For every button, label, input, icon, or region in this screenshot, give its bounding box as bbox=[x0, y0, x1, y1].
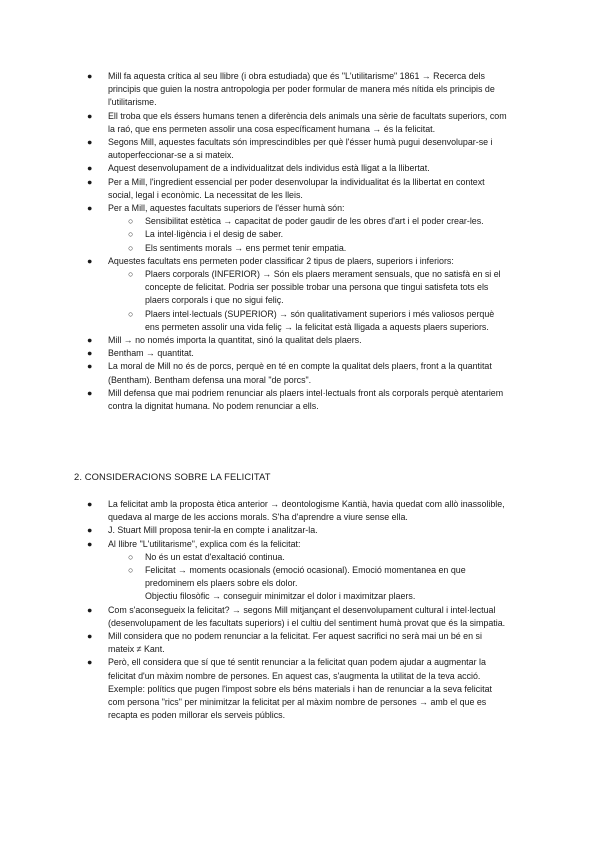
item-text: Els sentiments morals → ens permet tenir empatia. bbox=[145, 242, 347, 253]
filled-bullet-icon: ● bbox=[87, 255, 93, 266]
item-text: Per a Mill, l'ingredient essencial per poder desenvolupar la individualitat és la llibertat en context social, legal i econòmic. La necessitat de les lleis. bbox=[108, 176, 485, 200]
bullet-item bbox=[0, 524, 600, 537]
bullet-item bbox=[0, 538, 600, 551]
item-text: Però, ell considera que sí que té sentit renunciar a la felicitat quan podem ajudar a augmentar la felicitat d'un màxim nombre de persones. En aquest cas, s'augmenta la utilitat de la teva acció. bbox=[108, 657, 486, 681]
item-text: Mill considera que no podem renunciar a la felicitat. Fer aquest sacrifici no serà mai un bé en si mateix ≠ Kant. bbox=[108, 631, 482, 655]
sub-bullet-item bbox=[0, 308, 600, 334]
item-text: Mill fa aquesta crítica al seu llibre (i obra estudiada) que és "L'utilitarisme" 1861 → Recerca dels principis que guien la nostra antropologia per poder formular de manera més nítida els principis de l'utilitarisme. bbox=[108, 71, 495, 108]
section-2-heading: 2. CONSIDERACIONS SOBRE LA FELICITAT bbox=[74, 471, 271, 482]
hollow-bullet-icon: ○ bbox=[128, 216, 134, 227]
filled-bullet-icon: ● bbox=[87, 163, 93, 174]
filled-bullet-icon: ● bbox=[87, 657, 93, 668]
bullet-item bbox=[0, 110, 600, 136]
filled-bullet-icon: ● bbox=[87, 110, 93, 121]
sub-bullet-item bbox=[0, 268, 600, 308]
bullet-item bbox=[0, 347, 600, 360]
item-text: Aquest desenvolupament de a individualitzat dels individus està lligat a la llibertat. bbox=[108, 163, 430, 174]
item-text: Sensibilitat estètica → capacitat de poder gaudir de les obres d'art i el poder crear-les. bbox=[145, 216, 484, 227]
bullet-item bbox=[0, 202, 600, 215]
item-text: La felicitat amb la proposta ètica anterior → deontologisme Kantià, havia quedat com allò inassolible, quedava al marge de les accions morals. S'ha d'aprendre a viure sense ella. bbox=[108, 499, 505, 523]
bullet-item bbox=[0, 498, 600, 524]
item-text: Al llibre "L'utilitarisme", explica com és la felicitat: bbox=[108, 538, 301, 549]
filled-bullet-icon: ● bbox=[87, 203, 93, 214]
sub-bullet-item bbox=[0, 215, 600, 228]
item-text: Segons Mill, aquestes facultats són imprescindibles per què l'ésser humà pugui desenvolupar-se i autoperfeccionar-se a si mateix. bbox=[108, 137, 493, 161]
filled-bullet-icon: ● bbox=[87, 525, 93, 536]
bullet-item bbox=[0, 136, 600, 162]
item-text: Ell troba que els éssers humans tenen a diferència dels animals una sèrie de facultats superiors, com la raó, que ens permeten assolir una cosa específicament humana → és la felicitat. bbox=[108, 110, 507, 134]
hollow-bullet-icon: ○ bbox=[128, 242, 134, 253]
sub-bullet-item bbox=[0, 242, 600, 255]
sub-bullet-item bbox=[0, 228, 600, 241]
filled-bullet-icon: ● bbox=[87, 176, 93, 187]
item-text: Plaers corporals (INFERIOR) → Són els plaers merament sensuals, que no satisfà en si el concepte de felicitat. Podria ser possible trobar una persona que tingui satisfeta tots els plaers corporals i que no sigui feliç. bbox=[145, 269, 501, 306]
item-text: Mill defensa que mai podriem renunciar als plaers intel·lectuals front als corporals perquè atentariem contra la dignitat humana. No podem renunciar a ells. bbox=[108, 387, 504, 412]
item-text: J. Stuart Mill proposa tenir-la en compte i analitzar-la. bbox=[108, 525, 318, 536]
item-extra-text: Exemple: polítics que pugen l'impost sobre els béns materials i han de renunciar a la seva felicitat com persona "rics" per minimitzar la felicitat per al màxim nombre de persones → amb el que es recapta es poden millorar els serveis públics. bbox=[108, 683, 493, 721]
bullet-item bbox=[0, 387, 600, 413]
bullet-item bbox=[0, 70, 600, 110]
filled-bullet-icon: ● bbox=[87, 71, 93, 81]
filled-bullet-icon: ● bbox=[87, 604, 93, 615]
bullet-item bbox=[0, 630, 600, 656]
hollow-bullet-icon: ○ bbox=[128, 269, 134, 280]
bullet-item bbox=[0, 656, 600, 722]
item-text: Com s'aconsegueix la felicitat? → segons Mill mitjançant el desenvolupament cultural i intel·lectual (desenvolupament de les facultats superiors) i el cultiu del sentiment humà provat que és la simpatia. bbox=[108, 604, 506, 628]
item-text: La moral de Mill no és de porcs, perquè en té en compte la qualitat dels plaers, front a la quantitat (Bentham). Bentham defensa una moral "de porcs". bbox=[108, 361, 492, 385]
filled-bullet-icon: ● bbox=[87, 631, 93, 642]
filled-bullet-icon: ● bbox=[87, 499, 93, 509]
filled-bullet-icon: ● bbox=[87, 387, 93, 398]
sub-bullet-item bbox=[0, 551, 600, 564]
item-text: No és un estat d'exaltació continua. bbox=[145, 551, 285, 562]
item-text: Plaers intel·lectuals (SUPERIOR) → són qualitativament superiors i més valiosos perquè ens permeten assolir una vida feliç → la felicitat està lligada a aquests plaers superiors. bbox=[145, 308, 495, 332]
item-text: Felicitat → moments ocasionals (emoció ocasional). Emoció momentanea en que predominem els plaers sobre els dolor. bbox=[145, 565, 466, 589]
bullet-item bbox=[0, 176, 600, 202]
item-text: Per a Mill, aquestes facultats superiors de l'ésser humà són: bbox=[108, 203, 345, 214]
bullet-item bbox=[0, 255, 600, 268]
section-1-list bbox=[0, 70, 600, 413]
filled-bullet-icon: ● bbox=[87, 361, 93, 372]
item-extra-text: Objectiu filosòfic → conseguir minimitzar el dolor i maximitzar plaers. bbox=[145, 591, 416, 602]
filled-bullet-icon: ● bbox=[87, 335, 93, 346]
hollow-bullet-icon: ○ bbox=[128, 308, 134, 319]
bullet-item bbox=[0, 360, 600, 386]
section-2-list bbox=[0, 498, 600, 722]
hollow-bullet-icon: ○ bbox=[128, 565, 134, 576]
sub-bullet-item bbox=[0, 564, 600, 604]
item-text: Mill → no només importa la quantitat, sinó la qualitat dels plaers. bbox=[108, 335, 362, 346]
item-text: Aquestes facultats ens permeten poder classificar 2 tipus de plaers, superiors i inferiors: bbox=[108, 255, 454, 266]
hollow-bullet-icon: ○ bbox=[128, 229, 134, 240]
bullet-item bbox=[0, 334, 600, 347]
filled-bullet-icon: ● bbox=[87, 538, 93, 549]
hollow-bullet-icon: ○ bbox=[128, 551, 134, 562]
bullet-item bbox=[0, 604, 600, 630]
item-text: Bentham → quantitat. bbox=[108, 348, 194, 359]
filled-bullet-icon: ● bbox=[87, 348, 93, 359]
filled-bullet-icon: ● bbox=[87, 137, 93, 148]
bullet-item bbox=[0, 162, 600, 175]
item-text: La intel·ligència i el desig de saber. bbox=[145, 229, 284, 240]
